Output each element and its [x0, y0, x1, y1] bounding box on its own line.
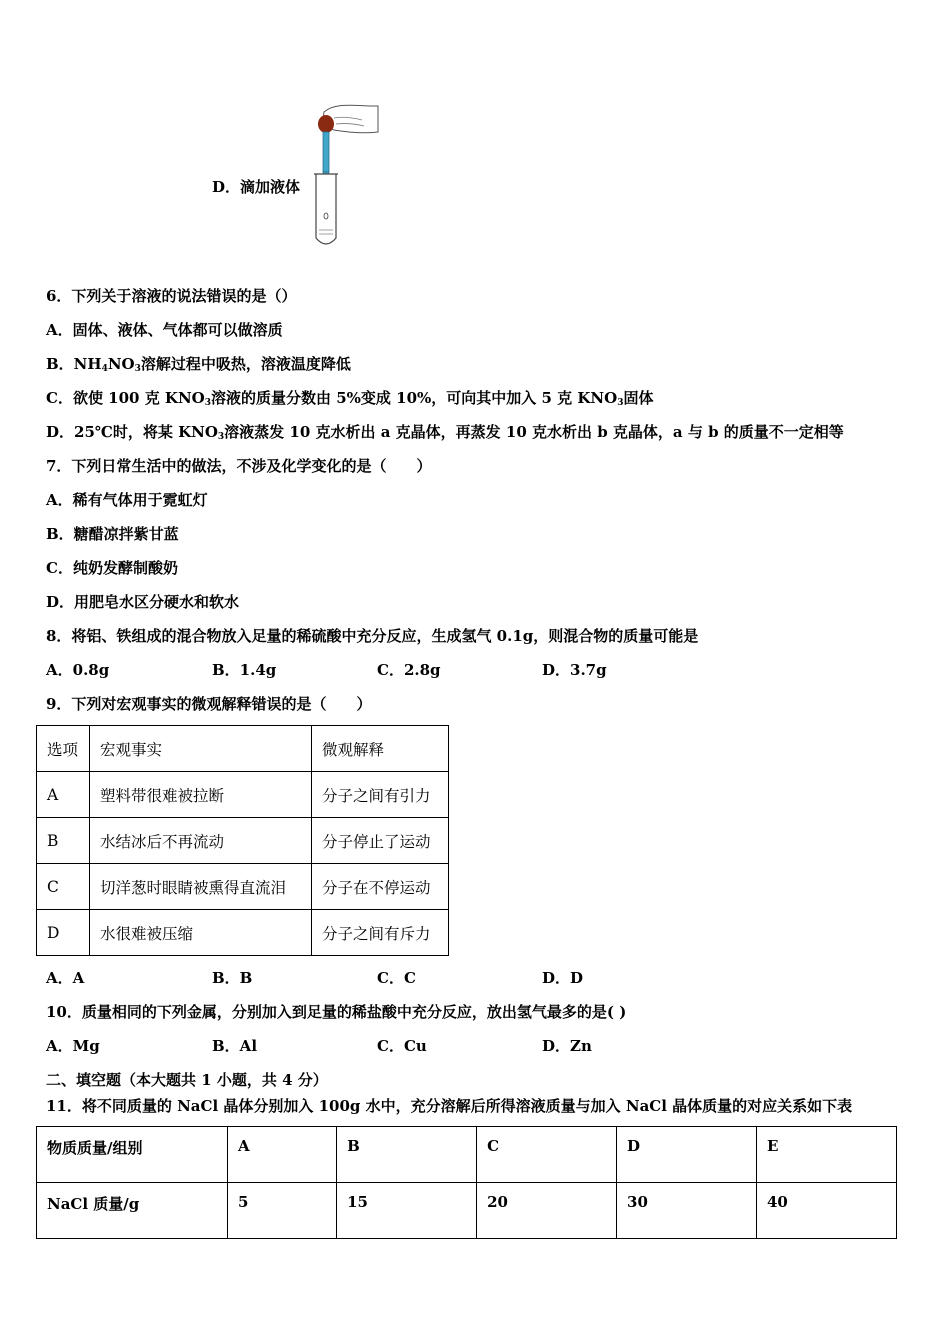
q5-option-d: D．滴加液体 [212, 178, 301, 196]
table-header-cell: B [337, 1127, 477, 1183]
q9-option-d: D．D [542, 969, 584, 987]
section-title: 二、填空题（本大题共 1 小题，共 4 分） [46, 1071, 328, 1089]
table-header-cell: 物质质量/组别 [37, 1127, 228, 1183]
table-cell: 水结冰后不再流动 [90, 818, 312, 864]
table-cell: 分子之间有引力 [312, 772, 449, 818]
table-cell: 15 [337, 1183, 477, 1239]
table-cell: C [37, 864, 90, 910]
q6-option-c: C．欲使 100 克 $KNO_3$溶液的质量分数由 5%变成 10%，可向其中加入 5 克 $KNO_3$固体 [46, 389, 654, 408]
table-header-row [37, 1127, 897, 1183]
table-cell: D [37, 910, 90, 956]
table-cell: 分子之间有斥力 [312, 910, 449, 956]
q8-option-a: A．0.8g [46, 661, 110, 679]
q7-option-c: C．纯奶发酵制酸奶 [46, 559, 178, 577]
table-row [37, 1183, 897, 1239]
q9-table [36, 725, 449, 956]
table-cell: 分子停止了运动 [312, 818, 449, 864]
q7-option-d: D．用肥皂水区分硬水和软水 [46, 593, 240, 611]
table-cell: 20 [477, 1183, 617, 1239]
table-header-cell: 宏观事实 [90, 726, 312, 772]
table-cell: 30 [617, 1183, 757, 1239]
table-header-cell: 微观解释 [312, 726, 449, 772]
table-header-cell: E [757, 1127, 897, 1183]
q10-stem: 10．质量相同的下列金属，分别加入到足量的稀盐酸中充分反应，放出氢气最多的是( ) [46, 1003, 627, 1021]
q6-option-a: A．固体、液体、气体都可以做溶质 [46, 321, 283, 339]
q9-option-a: A．A [46, 969, 85, 987]
table-row [37, 864, 449, 910]
table-row [37, 910, 449, 956]
table-header-cell: C [477, 1127, 617, 1183]
q11-stem: 11．将不同质量的 NaCl 晶体分别加入 100g 水中，充分溶解后所得溶液质量与加入 NaCl 晶体质量的对应关系如下表 [46, 1097, 853, 1115]
table-header-cell: A [228, 1127, 337, 1183]
table-cell: 40 [757, 1183, 897, 1239]
q6-option-d: D．25℃时，将某 $KNO_3$溶液蒸发 10 克水析出 a 克晶体，再蒸发 10 克水析出 b 克晶体，a 与 b 的质量不一定相等 [46, 423, 844, 442]
table-cell: 水很难被压缩 [90, 910, 312, 956]
q10-option-a: A．Mg [46, 1037, 100, 1055]
q10-option-b: B．Al [212, 1037, 258, 1055]
table-cell: A [37, 772, 90, 818]
q9-stem: 9．下列对宏观事实的微观解释错误的是（ ） [46, 695, 372, 713]
table-cell: NaCl 质量/g [37, 1183, 228, 1239]
table-header-cell: D [617, 1127, 757, 1183]
dropper-test-tube-illustration [306, 98, 386, 250]
table-row [37, 818, 449, 864]
q7-option-a: A．稀有气体用于霓虹灯 [46, 491, 208, 509]
table-header-row [37, 726, 449, 772]
q6-stem: 6．下列关于溶液的说法错误的是（） [46, 287, 297, 305]
q8-option-d: D．3.7g [542, 661, 607, 679]
q8-stem: 8．将铝、铁组成的混合物放入足量的稀硫酸中充分反应，生成氢气 0.1g，则混合物的质量可能是 [46, 627, 699, 645]
q10-option-c: C．Cu [377, 1037, 427, 1055]
table-cell: 塑料带很难被拉断 [90, 772, 312, 818]
q8-option-c: C．2.8g [377, 661, 441, 679]
table-cell: 5 [228, 1183, 337, 1239]
q7-stem: 7．下列日常生活中的做法，不涉及化学变化的是（ ） [46, 457, 432, 475]
q10-option-d: D．Zn [542, 1037, 592, 1055]
table-cell: B [37, 818, 90, 864]
q9-option-b: B．B [212, 969, 253, 987]
table-row [37, 772, 449, 818]
table-cell: 分子在不停运动 [312, 864, 449, 910]
q9-option-c: C．C [377, 969, 416, 987]
q7-option-b: B．糖醋凉拌紫甘蓝 [46, 525, 179, 543]
table-cell: 切洋葱时眼睛被熏得直流泪 [90, 864, 312, 910]
q6-option-b: B．$NH_4NO_3$溶解过程中吸热，溶液温度降低 [46, 355, 351, 374]
q8-option-b: B．1.4g [212, 661, 277, 679]
table-header-cell: 选项 [37, 726, 90, 772]
q11-table [36, 1126, 897, 1239]
